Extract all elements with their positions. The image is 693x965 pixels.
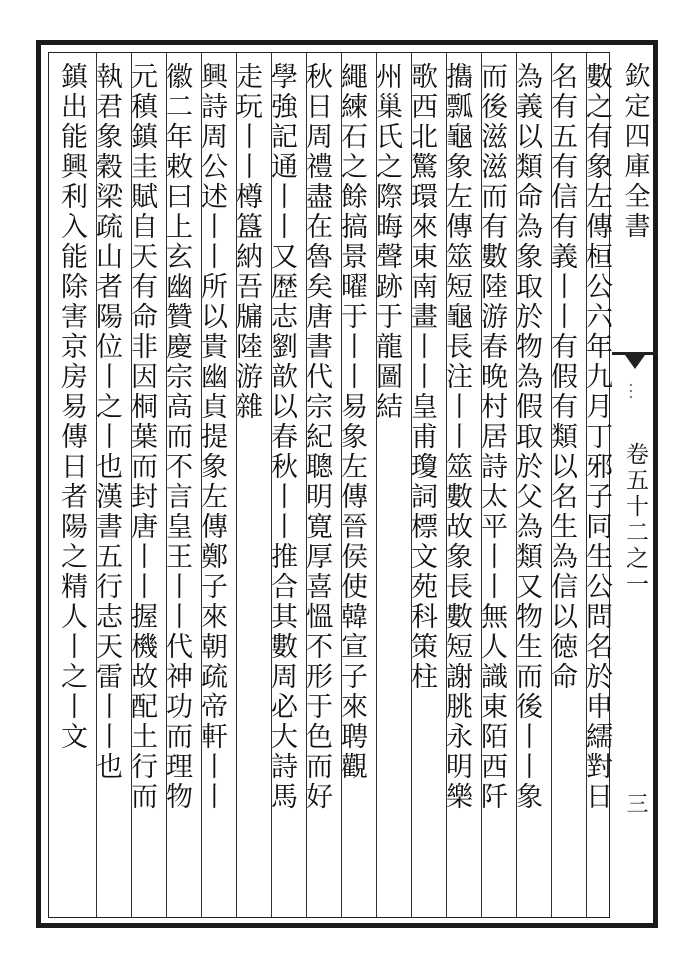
text-column-7: 州巢氏之際晦聲跡于龍圖結	[371, 62, 402, 422]
volume-label: 卷五十二之一	[622, 442, 648, 598]
text-column-13: 徽二年敕曰上玄幽贊慶宗高而不言皇王丨丨代神功而理物	[161, 62, 192, 812]
text-column-11: 走玩丨丨樽簋納吾牖陸游雜	[231, 62, 262, 422]
collection-title: 欽定四庫全書	[620, 62, 650, 242]
text-column-5: 㩦瓢龜象左傳筮短龜長注丨丨筮數故象長數短謝朓永明樂	[441, 62, 472, 812]
page-margin	[612, 52, 658, 918]
text-column-12: 興詩周公述丨丨所以貴幽貞提象左傳鄭子來朝疏帝軒丨丨	[196, 62, 227, 812]
fishtail-mark	[612, 352, 658, 375]
text-column-8: 繩練石之餘搞景曜于丨丨易象左傳晉侯使韓宣子來聘觀	[336, 62, 367, 782]
folio-number: 三	[623, 792, 648, 814]
text-column-15: 執君象穀梁疏山者陽位丨之丨也漢書五行志天雷丨丨也	[91, 62, 122, 782]
section-label: …	[625, 382, 646, 400]
text-column-3: 為義以類命為象取於物為假取於父為類又物生而後丨丨象	[511, 62, 542, 812]
text-column-1: 數之有象左傳桓公六年九月丁邪子同生公問名於申繻對日	[581, 62, 612, 812]
text-column-4: 而後滋滋而有數陸游春晚村居詩太平丨丨無人識東陌西阡	[476, 62, 507, 812]
text-column-6: 歌西北驚環來東南畫丨丨皇甫瓊詞標文苑科策柱	[406, 62, 437, 692]
text-column-9: 秋日周禮盡在魯矣唐書代宗紀聰明寛厚喜慍不形于色而好	[301, 62, 332, 812]
text-column-16: 鎮出能興利入能除害京房易傳日者陽之精人丨之丨文	[56, 62, 87, 752]
text-column-14: 元稹鎮圭賦自天有命非因桐葉而封唐丨丨握機故配土行而	[126, 62, 157, 812]
text-column-2: 名有五有信有義丨丨有假有類以名生為信以徳命	[546, 62, 577, 692]
text-column-10: 學強記通丨丨又歴志劉歆以春秋丨丨推合其數周必大詩馬	[266, 62, 297, 812]
